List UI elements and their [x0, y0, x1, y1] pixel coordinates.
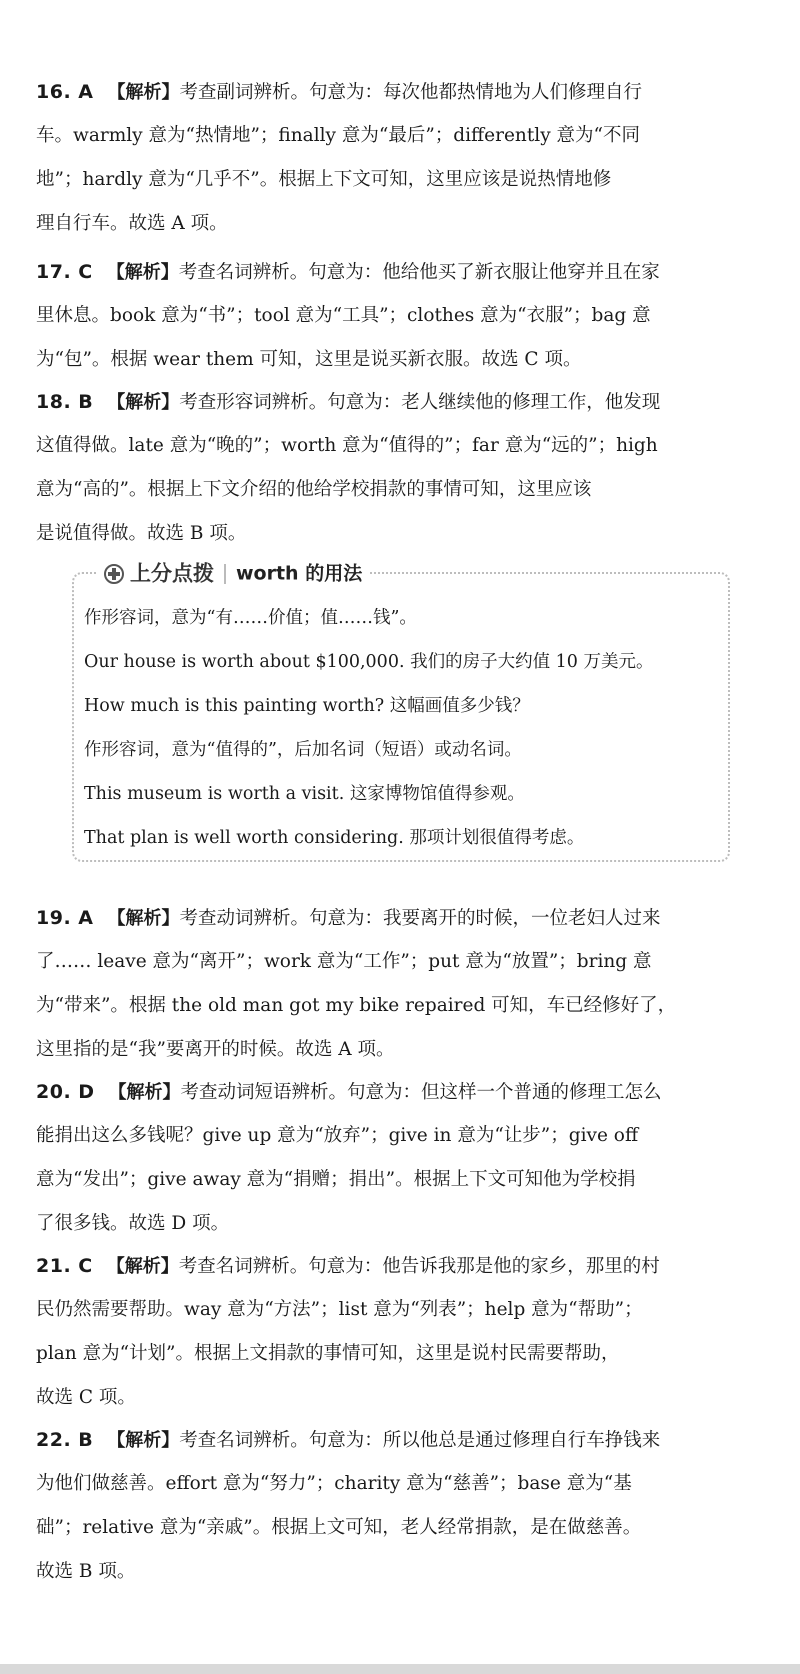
- tip-line: 作形容词，意为“有……价值；值……钱”。: [84, 608, 417, 628]
- tip-divider: [224, 564, 226, 584]
- tip-header: [96, 556, 370, 590]
- question-number: 20. D: [36, 1081, 95, 1103]
- answer-item-19: [36, 896, 736, 1072]
- question-number: 22. B: [36, 1429, 94, 1451]
- question-number: 18. B: [36, 391, 94, 413]
- explanation-line: 意为“发出”；give away 意为“捐赠；捐出”。根据上下文可知他为学校捐: [36, 1169, 636, 1190]
- explanation-line: 这值得做。late 意为“晚的”；worth 意为“值得的”；far 意为“远的”；high: [36, 435, 658, 456]
- explanation-line: 地”；hardly 意为“几乎不”。根据上下文可知，这里应该是说热情地修: [36, 169, 612, 190]
- tip-body: [84, 596, 724, 860]
- analysis-tag: 【解析】: [107, 1430, 180, 1451]
- item-line: [36, 1070, 736, 1114]
- tip-line: 作形容词，意为“值得的”，后加名词（短语）或动名词。: [84, 740, 522, 760]
- tip-line: This museum is worth a visit. 这家博物馆值得参观。: [84, 784, 525, 804]
- analysis-tag: 【解析】: [107, 82, 180, 103]
- explanation-line: plan 意为“计划”。根据上文捐款的事情可知，这里是说村民需要帮助，: [36, 1343, 620, 1364]
- explanation-text: 考查副词辨析。句意为：每次他都热情地为人们修理自行: [179, 82, 642, 103]
- page-bottom-edge: [0, 1664, 800, 1674]
- explanation-line: 为他们做慈善。effort 意为“努力”；charity 意为“慈善”；base 意为“基: [36, 1473, 632, 1494]
- explanation-line: 为“带来”。根据 the old man got my bike repaired 可知，车已经修好了，: [36, 995, 677, 1016]
- item-line: [36, 70, 736, 114]
- answer-item-21: [36, 1244, 736, 1420]
- explanation-line: 了很多钱。故选 D 项。: [36, 1213, 230, 1234]
- tip-subtitle: worth 的用法: [236, 562, 363, 585]
- analysis-tag: 【解析】: [108, 1082, 181, 1103]
- explanation-text: 考查动词辨析。句意为：我要离开的时候，一位老妇人过来: [179, 908, 661, 929]
- explanation-line: 础”；relative 意为“亲戚”。根据上文可知，老人经常捐款，是在做慈善。: [36, 1517, 642, 1538]
- explanation-line: 这里指的是“我”要离开的时候。故选 A 项。: [36, 1039, 395, 1060]
- analysis-tag: 【解析】: [107, 908, 180, 929]
- explanation-text: 考查形容词辨析。句意为：老人继续他的修理工作，他发现: [179, 392, 661, 413]
- answer-item-20: [36, 1070, 736, 1246]
- explanation-line: 理自行车。故选 A 项。: [36, 213, 228, 234]
- item-line: [36, 896, 736, 940]
- explanation-line: 是说值得做。故选 B 项。: [36, 523, 247, 544]
- explanation-text: 考查动词短语辨析。句意为：但这样一个普通的修理工怎么: [180, 1082, 662, 1103]
- crosshair-icon: [104, 564, 124, 584]
- analysis-tag: 【解析】: [107, 392, 180, 413]
- question-number: 16. A: [36, 81, 94, 103]
- explanation-line: 意为“高的”。根据上下文介绍的他给学校捐款的事情可知，这里应该: [36, 479, 592, 500]
- explanation-text: 考查名词辨析。句意为：所以他总是通过修理自行车挣钱来: [179, 1430, 661, 1451]
- tip-line: That plan is well worth considering. 那项计划很值得考虑。: [84, 828, 585, 848]
- explanation-text: 考查名词辨析。句意为：他告诉我那是他的家乡，那里的村: [178, 1256, 660, 1277]
- explanation-line: 车。warmly 意为“热情地”；finally 意为“最后”；differently 意为“不同: [36, 125, 640, 146]
- answer-item-18: [36, 380, 736, 556]
- explanation-line: 民仍然需要帮助。way 意为“方法”；list 意为“列表”；help 意为“帮助”；: [36, 1299, 643, 1320]
- explanation-line: 里休息。book 意为“书”；tool 意为“工具”；clothes 意为“衣服”；bag 意: [36, 305, 651, 326]
- explanation-line: 为“包”。根据 wear them 可知，这里是说买新衣服。故选 C 项。: [36, 349, 582, 370]
- analysis-tag: 【解析】: [106, 1256, 179, 1277]
- item-line: [36, 1244, 736, 1288]
- item-line: [36, 380, 736, 424]
- item-line: [36, 1418, 736, 1462]
- question-number: 17. C: [36, 261, 93, 283]
- tip-line: Our house is worth about $100,000. 我们的房子大约值 10 万美元。: [84, 652, 654, 672]
- explanation-line: 故选 C 项。: [36, 1387, 136, 1408]
- explanation-line: 能捐出这么多钱呢？give up 意为“放弃”；give in 意为“让步”；give off: [36, 1125, 639, 1146]
- tip-line: How much is this painting worth? 这幅画值多少钱？: [84, 696, 530, 716]
- tip-box: [72, 561, 730, 862]
- analysis-tag: 【解析】: [106, 262, 179, 283]
- explanation-line: 故选 B 项。: [36, 1561, 136, 1582]
- answer-item-17: [36, 250, 736, 382]
- answer-item-22: [36, 1418, 736, 1594]
- explanation-text: 考查名词辨析。句意为：他给他买了新衣服让他穿并且在家: [178, 262, 660, 283]
- tip-title: 上分点拨: [130, 561, 214, 586]
- explanation-line: 了…… leave 意为“离开”；work 意为“工作”；put 意为“放置”；bring 意: [36, 951, 652, 972]
- item-line: [36, 250, 736, 294]
- answer-item-16: [36, 70, 736, 246]
- question-number: 19. A: [36, 907, 94, 929]
- question-number: 21. C: [36, 1255, 93, 1277]
